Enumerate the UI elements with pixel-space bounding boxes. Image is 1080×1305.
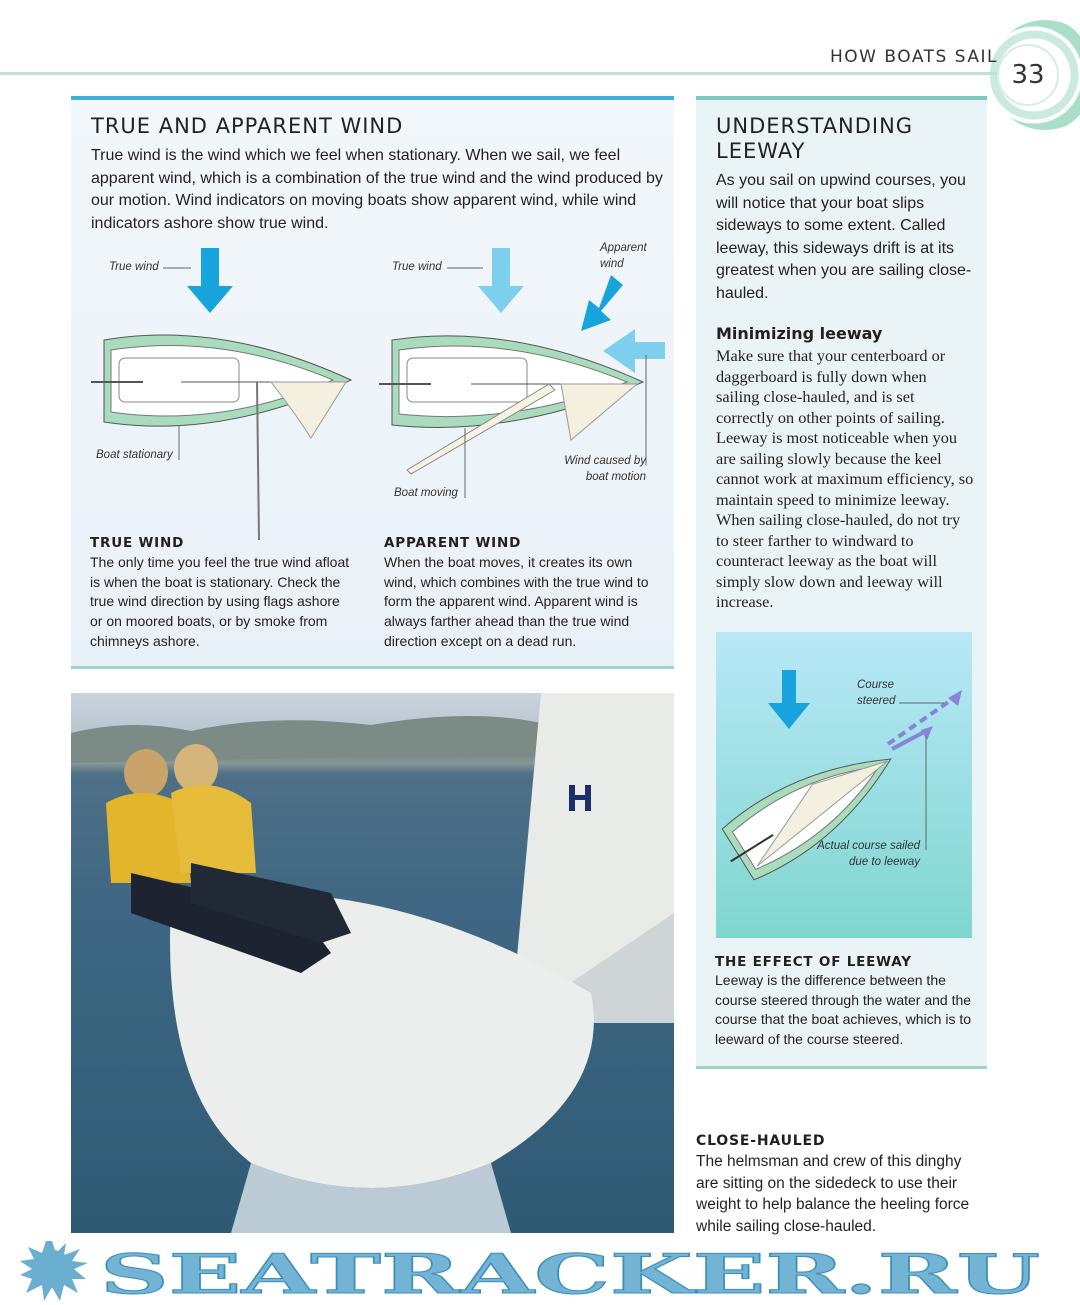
apparent-wind-heading: APPARENT WIND [384,535,522,551]
boat-moving-label: Boat moving [394,487,458,499]
minimizing-leeway-text: Make sure that your centerboard or daggerboard is fully down when sailing close-hauled, and is set correctly on other points of sailing. Leeway is most noticeable when you are sailing slowly because the keel cannot work at maximum efficiency, so maintain speed to minimize leeway. When sailing close-hauled, do not try to steer farther to windward to counteract leeway as the boat will simply slow down and leeway will increase. [716,346,974,611]
actual-course-label: Actual course sailed due to leeway [817,840,920,868]
intro-text: True wind is the wind which we feel when stationary. When we sail, we feel apparent wind, which is a combination of the true wind and the wind produced by our motion. Wind indicators on moving boats show apparent wind, while wind indicators ashore show true wind. [91,147,663,232]
close-hauled-dinghy-photo [71,693,674,1233]
wind-arrow-icon [768,670,810,729]
leeway-intro: As you sail on upwind courses, you will notice that your boat slips sideways to some extent. Called leeway, this sideways drift is at its greatest when you are sailing close-hauled. [716,172,972,302]
actual-course-arrow-icon [892,726,933,749]
close-hauled-caption: The helmsman and crew of this dinghy are sitting on the sidedeck to use their weight to help balance the heeling force while sailing close-hauled. [696,1153,970,1235]
wind-caused-by-motion-label: Wind caused by boat motion [564,455,646,483]
running-head: HOW BOATS SAIL [830,47,998,67]
close-hauled-heading: CLOSE-HAULED [696,1133,826,1149]
true-wind-heading: TRUE WIND [90,535,185,551]
true-wind-arrow-icon [187,248,233,313]
true-wind-label-2: True wind [392,261,442,273]
stationary-boat [91,335,351,540]
section-title: TRUE AND APPARENT WIND [91,114,404,138]
leeway-title: UNDERSTANDING LEEWAY [716,114,914,163]
true-wind-label-1: True wind [109,261,159,273]
true-wind-text: The only time you feel the true wind afloat is when the boat is stationary. Check the true wind direction by using flags ashore or on moored boats, or by smoke from chimneys ashore. [90,554,350,649]
apparent-wind-text: When the boat moves, it creates its own wind, which combines with the true wind to form the apparent wind. Apparent wind is always farther ahead than the true wind direction except on a dead run. [384,554,649,649]
boat-stationary-label: Boat stationary [96,449,173,461]
watermark [0,1241,1080,1301]
watermark-text: SEATRACKER.RU [100,1242,1040,1301]
wind-diagrams [71,230,674,540]
leeway-diagram [716,632,972,938]
true-wind-arrow-light-icon [478,248,524,313]
page-number: 33 [997,44,1059,106]
header-rule [0,72,1000,75]
sun-logo-icon [20,1241,88,1301]
minimizing-leeway-heading: Minimizing leeway [716,324,883,343]
effect-of-leeway-text: Leeway is the difference between the course steered through the water and the course that the boat achieves, which is to leeward of the course steered. [715,972,972,1048]
apparent-wind-label: Apparent wind [600,242,647,270]
course-steered-label: Course steered [857,679,896,707]
apparent-wind-arrow-icon [581,275,623,331]
boat-motion-wind-arrow-icon [603,329,665,373]
effect-of-leeway-heading: THE EFFECT OF LEEWAY [715,954,912,970]
